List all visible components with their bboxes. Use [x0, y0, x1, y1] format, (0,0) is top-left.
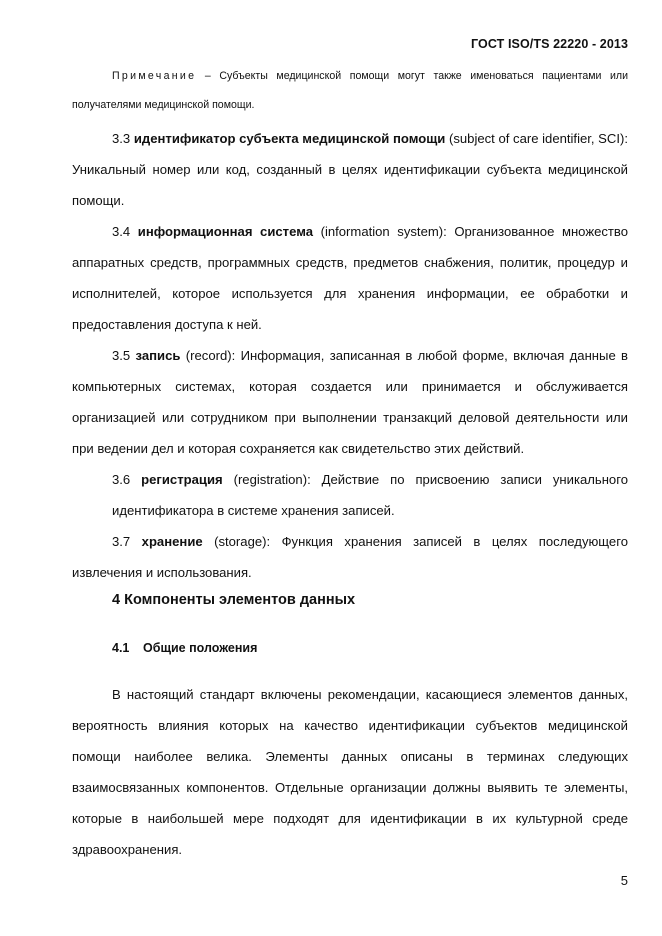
note-text: – Субъекты медицинской помощи могут также именоваться пациентами или получателями медицинской помощи. — [72, 70, 628, 111]
definition-term: информационная система — [137, 224, 313, 239]
definition-term: регистрация — [141, 472, 223, 487]
definition-3-7 — [72, 526, 628, 588]
section-4-1-paragraph: В настоящий стандарт включены рекомендации, касающиеся элементов данных, вероятность влияния которых на качество идентификации субъектов медицинской помощи наиболее велика. Элементы данных описаны в терминах следующих взаимосвязанных компонентов. Отдельные организации должны выявить те элементы, которые в наибольшей мере подходят для идентификации в их культурной среде здравоохранения. — [72, 687, 628, 857]
definitions-body — [72, 62, 628, 588]
definition-term: запись — [135, 348, 181, 363]
note-paragraph — [72, 62, 628, 120]
definition-3-5 — [72, 340, 628, 464]
definition-3-4 — [72, 216, 628, 340]
definition-text: (storage): Функция хранения записей в целях последующего извлечения и использования. — [72, 534, 628, 580]
definition-term: идентификатор субъекта медицинской помощи — [133, 131, 446, 146]
standard-header: ГОСТ ISO/TS 22220 - 2013 — [471, 37, 628, 51]
definition-text: (record): Информация, записанная в любой форме, включая данные в компьютерных системах, которая создается или принимается и обслуживается организацией или сотрудником при выполнении транзакций деловой деятельности или при ведении дел и которая сохраняется как свидетельство этих действий. — [72, 348, 629, 456]
definition-3-3 — [72, 123, 628, 216]
definition-3-6 — [72, 464, 628, 526]
definition-number: 3.5 — [112, 348, 131, 363]
definition-text: (registration): Действие по присвоению записи уникального идентификатора в системе хранения записей. — [112, 472, 628, 518]
definition-text: (information system): Организованное множество аппаратных средств, программных средств, предметов снабжения, политик, процедур и исполнителей, которое используется для хранения информации, ее обработки и предоставления доступа к ней. — [72, 224, 628, 332]
page-number: 5 — [620, 873, 628, 888]
section-4-1-body — [72, 679, 628, 865]
definition-number: 3.3 — [112, 131, 131, 146]
definition-text: (subject of care identifier, SCI): Уникальный номер или код, созданный в целях идентификации субъекта медицинской помощи. — [72, 131, 629, 208]
section-number: 4.1 — [112, 641, 130, 655]
note-label: Примечание — [112, 70, 197, 82]
definition-number: 3.4 — [112, 224, 131, 239]
section-4-heading: 4 Компоненты элементов данных — [112, 592, 356, 608]
section-4-1-heading — [72, 641, 257, 655]
definition-number: 3.7 — [112, 534, 131, 549]
definition-term: хранение — [141, 534, 203, 549]
definition-number: 3.6 — [112, 472, 131, 487]
section-title: Общие положения — [143, 641, 258, 655]
